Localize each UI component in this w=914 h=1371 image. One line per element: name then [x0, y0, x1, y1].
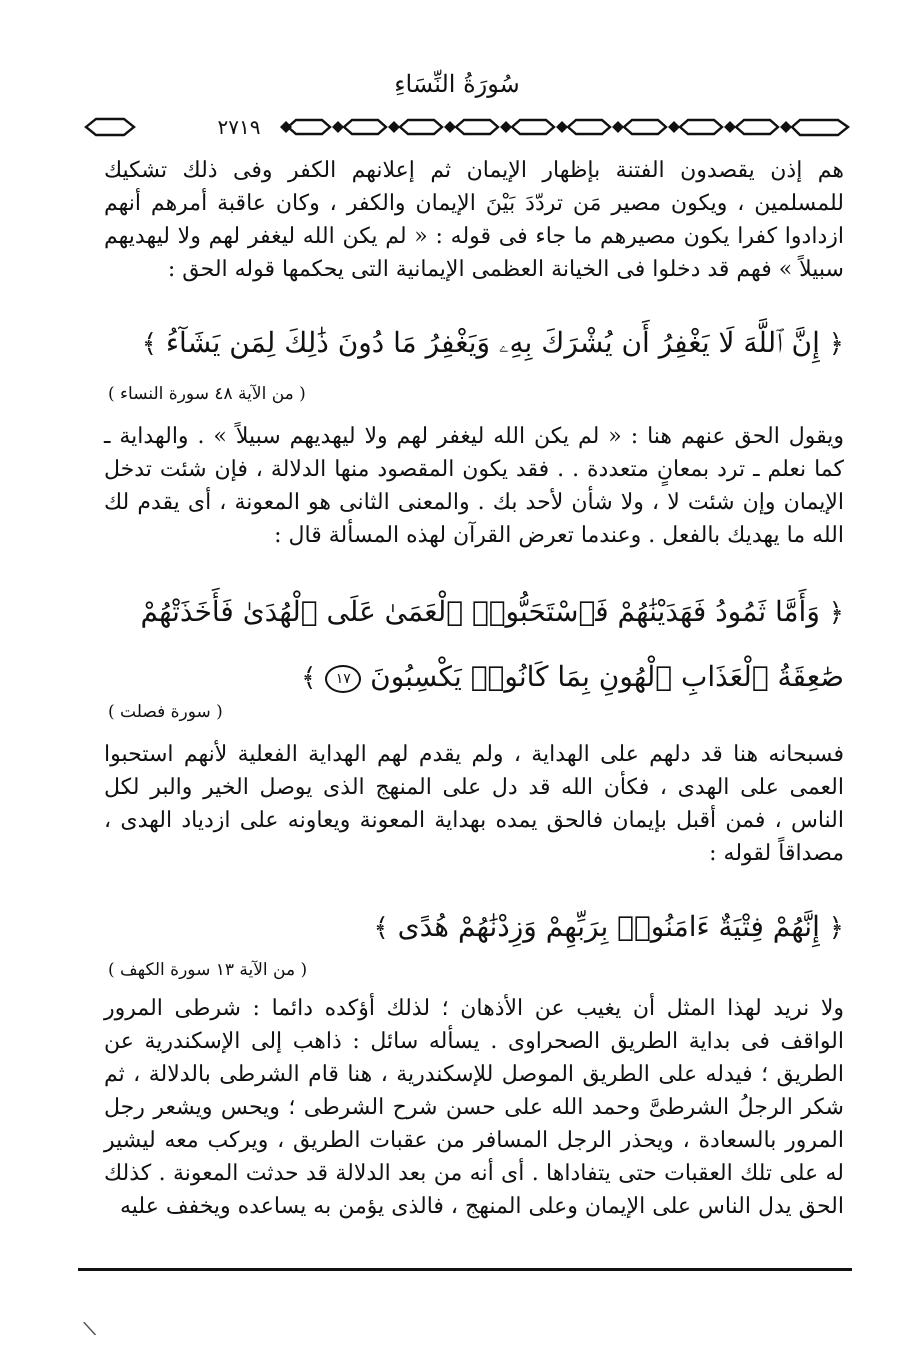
verse-close-bracket: ﴾ [301, 663, 317, 693]
footer-divider [78, 1268, 852, 1271]
verse-open-bracket: ﴿ [828, 913, 844, 943]
quran-verse-1 [100, 318, 844, 369]
quran-verse-2 [100, 580, 844, 710]
verse-text: وَأَمَّا ثَمُودُ فَهَدَيْنَٰهُمْ فَٱسْتَحَبُّوا۟ ٱلْعَمَىٰ عَلَى ٱلْهُدَىٰ فَأَخَذَتْهُمْ صَٰعِقَةُ ٱلْعَذَابِ ٱلْهُونِ بِمَا كَانُوا۟ يَكْسِبُونَ [140, 595, 844, 693]
paragraph-3: فسبحانه هنا قد دلهم على الهداية ، ولم يقدم لهم الهداية الفعلية لأنهم استحبوا العمى على الهدى ، فكأن الله قد دل على المنهج الذى يوصل الخير والبر لكل الناس ، فمن أقبل بإيمان فالحق يمده بهداية المعونة ويعاونه على ازدياد الهدى ، مصداقاً لقوله : [104, 742, 844, 866]
verse-text: إِنَّ ٱللَّهَ لَا يَغْفِرُ أَن يُشْرَكَ بِهِۦ وَيَغْفِرُ مَا دُونَ ذَٰلِكَ لِمَن يَشَآءُ [165, 326, 820, 359]
verse-reference-2: ( سورة فصلت ) [108, 702, 223, 722]
paragraph-2: ويقول الحق عنهم هنا : « لم يكن الله ليغفر لهم ولا ليهديهم سبيلاً » . والهداية ـ كما نعلم ـ ترد بمعانٍ متعددة . . فقد يكون المقصود منها الدلالة ، فإن شئت تدخل الإيمان وإن شئت لا ، ولا شأن لأحد بك . والمعنى الثانى هو المعونة ، أى يقدم لك الله ما يهديك بالفعل . وعندما تعرض القرآن لهذه المسألة قال : [104, 424, 844, 548]
paragraph-4: ولا نريد لهذا المثل أن يغيب عن الأذهان ؛ لذلك أؤكده دائما : شرطى المرور الواقف فى بداية الطريق الصحراوى . يسأله سائل : ذاهب إلى الإسكندرية عن الطريق ؛ فيدله على الطريق الموصل للإسكندرية ، هنا قام الشرطى بالدلالة ، ثم شكر الرجلُ الشرطىَّ وحمد الله على حسن شرح الشرطى ؛ ويحس ويشعر رجل المرور بالسعادة ، ويحذر الرجل المسافر من عقبات الطريق ، ويركب معه ليشير له على تلك العقبات حتى يتفاداها . أى أنه من بعد الدلالة قد حدثت المعونة . كذلك الحق يدل الناس على الإيمان وعلى المنهج ، فالذى يؤمن به يساعده ويخفف عليه [104, 996, 844, 1219]
verse-reference-3: ( من الآية ١٣ سورة الكهف ) [108, 960, 308, 980]
decorative-header-band [82, 114, 852, 140]
verse-close-bracket: ﴾ [141, 329, 157, 359]
page-number: ٢٧١٩ [204, 114, 274, 140]
ornament-chain-icon [82, 114, 852, 140]
verse-text: إِنَّهُمْ فِتْيَةٌ ءَامَنُوا۟ بِرَبِّهِمْ وَزِدْنَٰهُمْ هُدًى [397, 910, 820, 943]
verse-open-bracket: ﴿ [828, 329, 844, 359]
verse-reference-1: ( من الآية ٤٨ سورة النساء ) [108, 384, 306, 404]
scan-mark-icon: \ [81, 1315, 98, 1341]
quran-verse-3 [100, 902, 844, 953]
surah-title: سُورَةُ النِّسَاءِ [394, 70, 520, 98]
verse-close-bracket: ﴾ [373, 913, 389, 943]
paragraph-1: هم إذن يقصدون الفتنة بإظهار الإيمان ثم إعلانهم الكفر وفى ذلك تشكيك للمسلمين ، ويكون مصير مَن تردّدَ بَيْنَ الإيمان والكفر ، وكان عاقبة أمرهم أنهم ازدادوا كفرا يكون مصيرهم ما جاء فى قوله : « لم يكن الله ليغفر لهم ولا ليهديهم سبيلاً » فهم قد دخلوا فى الخيانة العظمى الإيمانية التى يحكمها قوله الحق : [104, 158, 844, 282]
verse-open-bracket: ﴿ [828, 598, 844, 628]
ayah-number-marker: ١٧ [325, 665, 361, 693]
